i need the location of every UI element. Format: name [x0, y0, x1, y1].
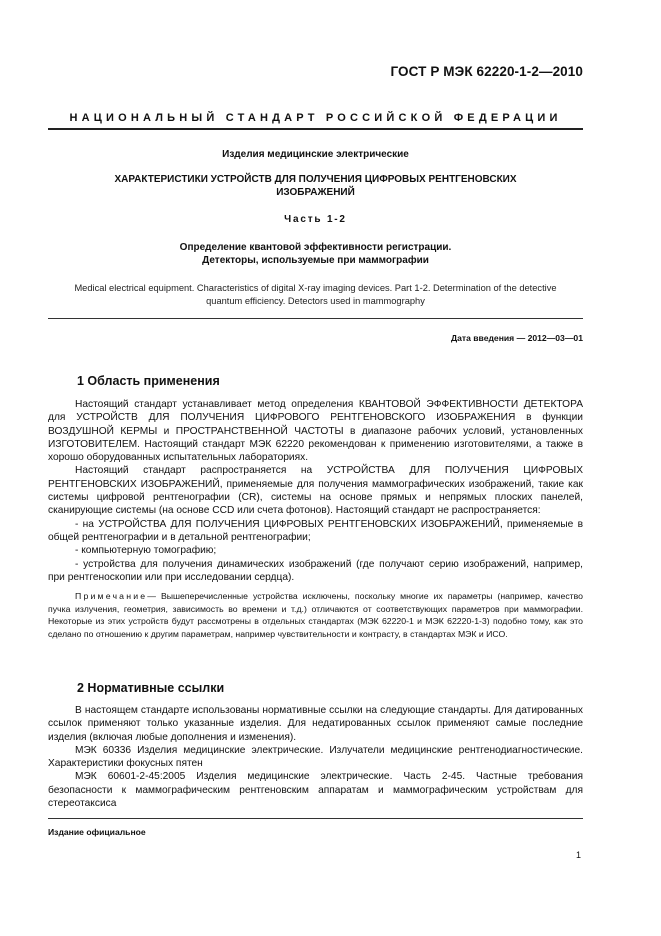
standard-title-line1: ХАРАКТЕРИСТИКИ УСТРОЙСТВ ДЛЯ ПОЛУЧЕНИЯ ЦИФРОВЫХ РЕНТГЕНОВСКИХ [114, 174, 517, 185]
footer-rule [48, 818, 583, 819]
standard-title-line2: ИЗОБРАЖЕНИЙ [276, 187, 355, 198]
section-2-heading: 2 Нормативные ссылки [77, 681, 225, 695]
section-2-body [48, 704, 583, 810]
standard-part: Часть 1-2 [284, 214, 347, 225]
list-item: - устройства для получения динамических изображений (где получают серию изображений, например, при рентгеноскопии или при исследовании сердца). [48, 558, 583, 583]
list-item: - компьютерную томографию; [75, 545, 217, 557]
national-standard-banner: НАЦИОНАЛЬНЫЙ СТАНДАРТ РОССИЙСКОЙ ФЕДЕРАЦИИ [69, 112, 562, 124]
title-rule [48, 318, 583, 319]
standard-subtitle-line1: Определение квантовой эффективности регистрации. [179, 242, 452, 253]
note-label: Примечание [75, 591, 148, 602]
list-item: - на УСТРОЙСТВА ДЛЯ ПОЛУЧЕНИЯ ЦИФРОВЫХ РЕНТГЕНОВСКИХ ИЗОБРАЖЕНИЙ, применяемые в общей рентгенографии и в детальной рентгенографии; [48, 518, 583, 543]
official-edition-label: Издание официальное [48, 827, 146, 837]
section-1-paragraph-1: Настоящий стандарт устанавливает метод определения КВАНТОВОЙ ЭФФЕКТИВНОСТИ ДЕТЕКТОРА для УСТРОЙСТВ ДЛЯ ПОЛУЧЕНИЯ ЦИФРОВОГО РЕНТГЕНОВСКОГО ИЗОБРАЖЕНИЯ в функции ВОЗДУШНОЙ КЕРМЫ и ПРОСТРАНСТВЕННОЙ ЧАСТОТЫ в диапазоне рабочих условий, установленных ИЗГОТОВИТЕЛЕМ. Настоящий стандарт МЭК 62220 рекомендован к применению изготовителями, а также в хорошо оборудованных испытательных лабораториях. [48, 399, 583, 464]
gost-code: ГОСТ Р МЭК 62220-1-2—2010 [390, 64, 583, 79]
introduction-date: Дата введения — 2012—03—01 [450, 333, 583, 343]
english-title-line1: Medical electrical equipment. Characteristics of digital X-ray imaging devices. Part 1-2. Determination of the detective [74, 283, 557, 293]
section-1-paragraph-2: Настоящий стандарт распространяется на УСТРОЙСТВА ДЛЯ ПОЛУЧЕНИЯ ЦИФРОВЫХ РЕНТГЕНОВСКИХ ИЗОБРАЖЕНИЙ, применяемые для получения маммографических изображений, такие как системы цифровой рентгенографии (CR), системы на основе прямых и непрямых плоских панелей, сканирующие системы (на основе CCD или счета фотонов). Настоящий стандарт не распространяется: [48, 465, 583, 517]
section-2-paragraph-1: В настоящем стандарте использованы нормативные ссылки на следующие стандарты. Для датированных ссылок применяют только указанные изделия. Для недатированных ссылок применяют самые последние изделия (включая любые дополнения и изменения). [48, 705, 583, 743]
note [48, 590, 583, 640]
reference-item: МЭК 60336 Изделия медицинские электрические. Излучатели медицинские рентгенодиагностические. Характеристики фокусных пятен [48, 744, 583, 770]
note-text: — Вышеперечисленные устройства исключены, поскольку многие их параметры (например, качество пучка излучения, геометрия, зависимость во времени и т.д.) отличаются от соответствующих параметров при маммографии. Некоторые из этих устройств будут рассмотрены в отдельных стандартах (МЭК 62220-1 и МЭК 62220-1-3) подобно тому, как это сделано по отношению к другим параметрам, например чувствительности и контрасту, в стандартах МЭК и ИСО. [48, 591, 583, 639]
reference-item: МЭК 60601-2-45:2005 Изделия медицинские электрические. Часть 2-45. Частные требования безопасности к маммографическим рентгеновским аппаратам и маммографическим устройствам для стереотаксиса [48, 771, 583, 810]
standard-group: Изделия медицинские электрические [222, 149, 409, 160]
section-1-heading: 1 Область применения [77, 374, 220, 388]
page-number: 1 [575, 850, 581, 860]
header-rule [48, 128, 583, 130]
english-title-line2: quantum efficiency. Detectors used in mammography [206, 296, 425, 306]
section-1-body [48, 398, 583, 641]
standard-subtitle-line2: Детекторы, используемые при маммографии [202, 255, 429, 266]
